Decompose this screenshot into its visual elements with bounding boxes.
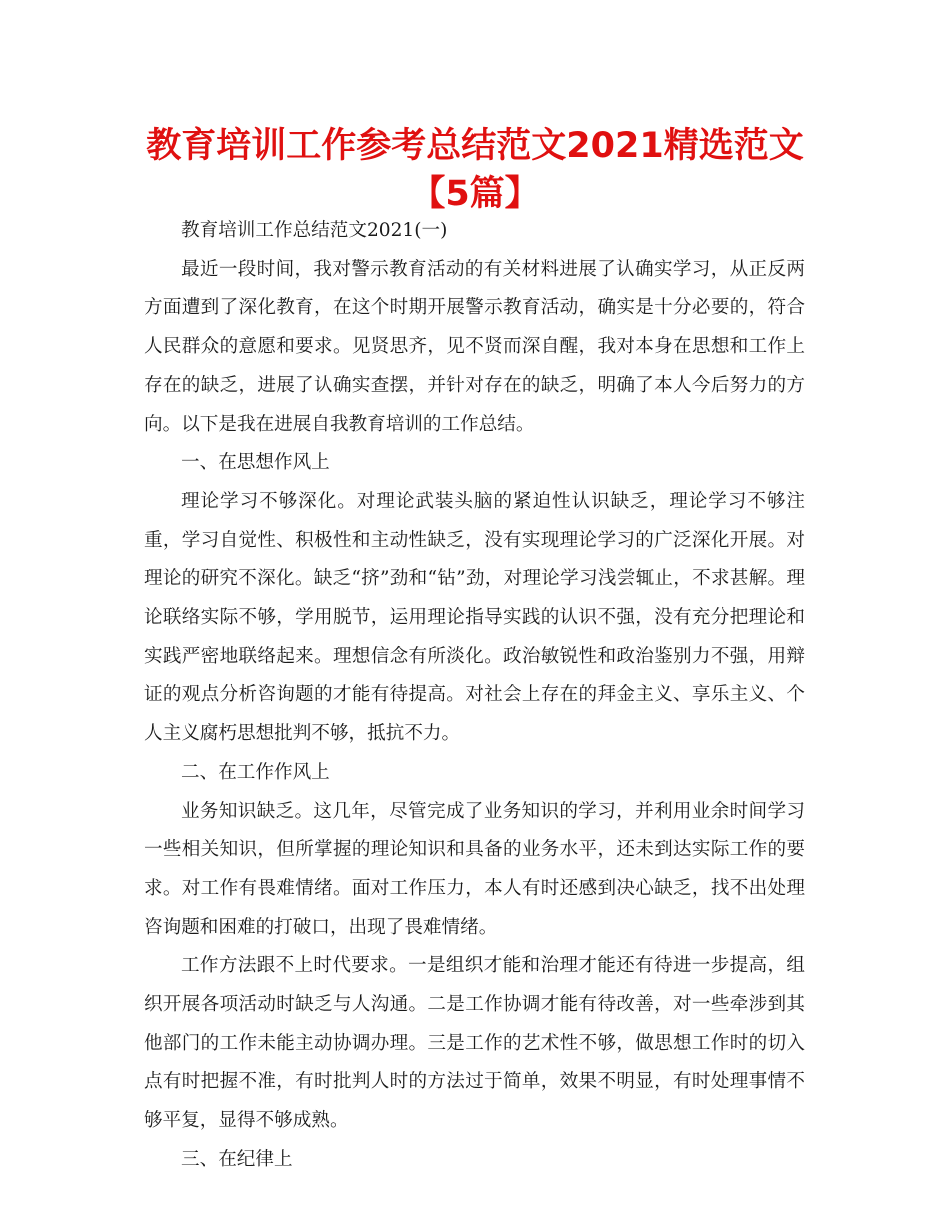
body-paragraph: 业务知识缺乏。这几年，尽管完成了业务知识的学习，并利用业余时间学习一些相关知识，但所掌握的理论知识和具备的业务水平，还未到达实际工作的要求。对工作有畏难情绪。面对工作压力，本人有时还感到决心缺乏，找不出处理咨询题和困难的打破口，出现了畏难情绪。 — [144, 800, 805, 938]
body-paragraph: 理论学习不够深化。对理论武装头脑的紧迫性认识缺乏，理论学习不够注重，学习自觉性、积极性和主动性缺乏，没有实现理论学习的广泛深化开展。对理论的研究不深化。缺乏“挤”劲和“钻”劲，对理论学习浅尝辄止，不求甚解。理论联络实际不够，学用脱节，运用理论指导实践的认识不强，没有充分把理论和实践严密地联络起来。理想信念有所淡化。政治敏锐性和政治鉴别力不强，用辩证的观点分析咨询题的才能有待提高。对社会上存在的拜金主义、享乐主义、个人主义腐朽思想批判不够，抵抗不力。 — [144, 490, 805, 745]
document-title: 教育培训工作参考总结范文2021精选范文【5篇】 — [146, 126, 804, 214]
section-heading: 一、在思想作风上 — [181, 452, 330, 474]
section-heading: 二、在工作作风上 — [181, 761, 330, 783]
section-heading: 三、在纪律上 — [181, 1148, 293, 1170]
document-body — [144, 212, 805, 1180]
subtitle-paragraph: 教育培训工作总结范文2021(一) — [181, 220, 448, 241]
body-paragraph: 最近一段时间，我对警示教育活动的有关材料进展了认确实学习，从正反两方面遭到了深化教育，在这个时期开展警示教育活动，确实是十分必要的，符合人民群众的意愿和要求。见贤思齐，见不贤而深自醒，我对本身在思想和工作上存在的缺乏，进展了认确实查摆，并针对存在的缺乏，明确了本人今后努力的方向。以下是我在进展自我教育培训的工作总结。 — [144, 258, 805, 435]
body-paragraph: 工作方法跟不上时代要求。一是组织才能和治理才能还有待进一步提高，组织开展各项活动时缺乏与人沟通。二是工作协调才能有待改善，对一些牵涉到其他部门的工作未能主动协调办理。三是工作的艺术性不够，做思想工作时的切入点有时把握不准，有时批判人时的方法过于简单，效果不明显，有时处理事情不够平复，显得不够成熟。 — [144, 955, 805, 1132]
